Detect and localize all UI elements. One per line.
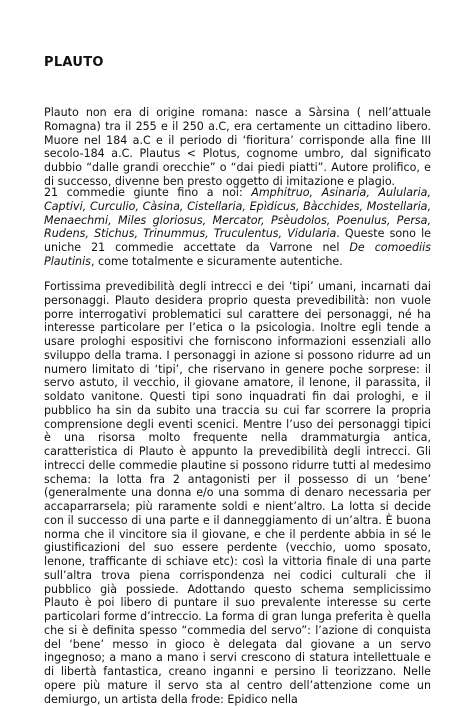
comedies-middle-text: . Queste sono le uniche 21 commedie accettate da Varrone nel xyxy=(44,227,431,254)
page-title: PLAUTO xyxy=(44,55,104,70)
varro-work-title: De comoediis Plautinis xyxy=(44,241,431,268)
paragraph-predictability: Fortissima prevedibilità degli intrecci e dei ‘tipi’ umani, incarnati dai personaggi. Plauto desidera proprio questa prevedibilità: non vuole porre interrogativi problematici sul carattere dei personaggi, né ha interesse particolare per l’etica o la psicologia. Inoltre egli tende a usare prologhi espositivi che forniscono informazioni essenziali allo sviluppo della trama. I personaggi in azione si possono ridurre ad un numero limitato di ‘tipi’, che riservano in genere poche sorprese: il servo astuto, il vecchio, il giovane amatore, il lenone, il parassita, il soldato vanitone. Questi tipi sono inquadrati fin dai prologhi, e il pubblico ha sin da subito una traccia su cui far scorrere la propria comprensione degli eventi scenici. Mentre l’uso dei personaggi tipici è una risorsa molto frequente nella drammaturgia antica, caratteristica di Plauto è appunto la prevedibilità degli intrecci. Gli intrecci delle commedie plautine si possono ridurre tutti al medesimo schema: la lotta fra 2 antagonisti per il possesso di un ‘bene’ (generalmente una donna e/o una somma di denaro necessaria per accaparrarsela; più raramente soldi e nient’altro. La lotta si decide con il successo di una parte e il danneggiamento di un’altra. È buona norma che il vincitore sia il giovane, e che il perdente abbia in sé le giustificazioni del suo essere perdente (vecchio, uomo sposato, lenone, trafficante di schiave etc): così la vittoria finale di una parte sull’altra trova piena corrispondenza nei codici culturali che il pubblico già possiede. Adottando questo schema semplicissimo Plauto è poi libero di puntare il suo prevalente interesse su certe particolari forme d’intreccio. La forma di gran lunga preferita è quella che si è definita spesso “commedia del servo”: l’azione di conquista del ‘bene’ messo in gioco è delegata dal giovane a un servo ingegnoso; a mano a mano i servi crescono di statura intellettuale e di libertà fantastica, creano inganni e persino li teorizzano. Nelle opere più mature il servo sta al centro dell’attenzione come un demiurgo, un artista della frode: Epidico nella xyxy=(44,280,431,706)
paragraph-comedies xyxy=(44,186,431,269)
comedy-titles-list: Amphitruo, Asinaria, Aulularia, Captivi, Curculio, Càsina, Cistellaria, Epìdicus, Bàcchides, Mostellaria, Menaechmi, Miles gloriosus, Mercator, Psèudolos, Poenulus, Persa, Rudens, Stichus, Trinummus, Truculentus, Vidularia xyxy=(44,186,431,241)
paragraph-biography: Plauto non era di origine romana: nasce a Sàrsina ( nell’attuale Romagna) tra il 255 e il 250 a.C, era certamente un cittadino libero. Muore nel 184 a.C e il periodo di ‘fioritura’ corrisponde alla fine III secolo-184 a.C. Plautus < Plotus, cognome umbro, dal significato dubbio “dalle grandi orecchie” o “dai piedi piatti”. Autore prolifico, e di successo, divenne ben presto oggetto di imitazione e plagio. xyxy=(44,106,431,188)
comedies-tail-text: , come totalmente e sicuramente autentiche. xyxy=(90,254,343,268)
comedies-lead-text: 21 commedie giunte fino a noi: xyxy=(44,186,252,199)
